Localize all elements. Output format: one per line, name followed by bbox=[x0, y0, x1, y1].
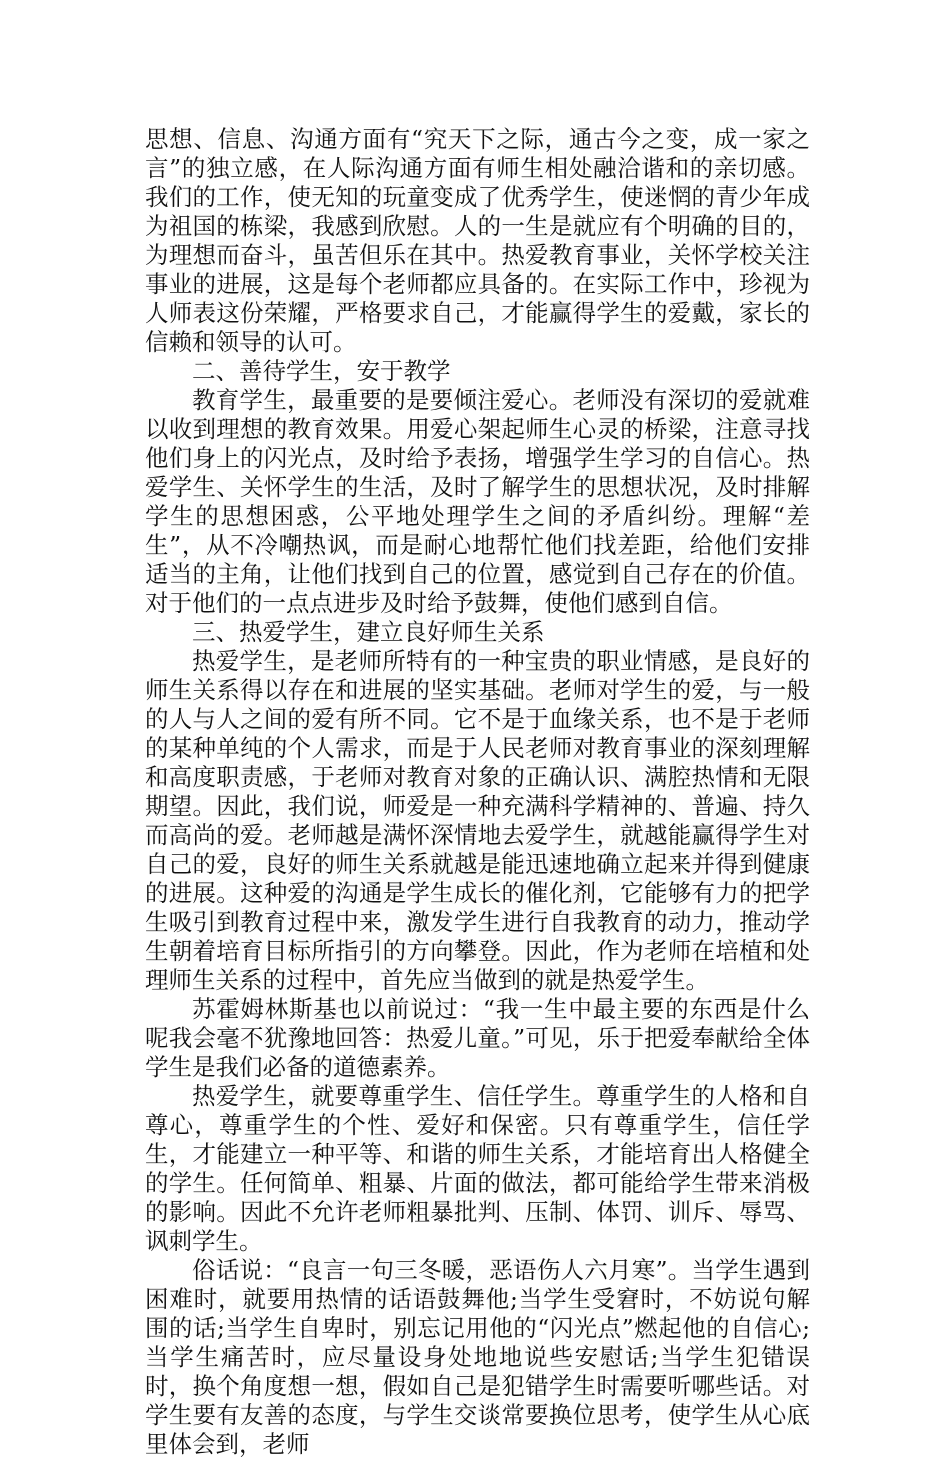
paragraph-sukhomlinsky-quote: 苏霍姆林斯基也以前说过：“我一生中最主要的东西是什么呢我会毫不犹豫地回答：热爱儿童。”可见，乐于把爱奉献给全体学生是我们必备的道德素养。 bbox=[145, 995, 810, 1081]
paragraph-love-students: 热爱学生，是老师所特有的一种宝贵的职业情感，是良好的师生关系得以存在和进展的坚实基础。老师对学生的爱，与一般的人与人之间的爱有所不同。它不是于血缘关系，也不是于老师的某种单纯的个人需求，而是于人民老师对教育事业的深刻理解和高度职责感，于老师对教育对象的正确认识、满腔热情和无限期望。因此，我们说，师爱是一种充满科学精神的、普遍、持久而高尚的爱。老师越是满怀深情地去爱学生，就越能赢得学生对自己的爱，良好的师生关系就越是能迅速地确立起来并得到健康的进展。这种爱的沟通是学生成长的催化剂，它能够有力的把学生吸引到教育过程中来，激发学生进行自我教育的动力，推动学生朝着培育目标所指引的方向攀登。因此，作为老师在培植和处理师生关系的过程中，首先应当做到的就是热爱学生。 bbox=[145, 647, 810, 994]
paragraph-continuation: 思想、信息、沟通方面有“究天下之际，通古今之变，成一家之言”的独立感，在人际沟通方面有师生相处融洽谐和的亲切感。我们的工作，使无知的玩童变成了优秀学生，使迷惘的青少年成为祖国的栋梁，我感到欣慰。人的一生是就应有个明确的目的，为理想而奋斗，虽苦但乐在其中。热爱教育事业，关怀学校关注事业的进展，这是每个老师都应具备的。在实际工作中，珍视为人师表这份荣耀，严格要求自己，才能赢得学生的爱戴，家长的信赖和领导的认可。 bbox=[145, 125, 810, 356]
document-body bbox=[145, 125, 810, 1459]
section-heading-3: 三、热爱学生，建立良好师生关系 bbox=[192, 618, 545, 646]
paragraph-respect-students: 热爱学生，就要尊重学生、信任学生。尊重学生的人格和自尊心，尊重学生的个性、爱好和保密。只有尊重学生，信任学生，才能建立一种平等、和谐的师生关系，才能培育出人格健全的学生。任何简单、粗暴、片面的做法，都可能给学生带来消极的影响。因此不允许老师粗暴批判、压制、体罚、训斥、辱骂、讽刺学生。 bbox=[145, 1082, 810, 1255]
paragraph-care-students: 教育学生，最重要的是要倾注爱心。老师没有深切的爱就难以收到理想的教育效果。用爱心架起师生心灵的桥梁，注意寻找他们身上的闪光点，及时给予表扬，增强学生学习的自信心。热爱学生、关怀学生的生活，及时了解学生的思想状况，及时排解学生的思想困惑，公平地处理学生之间的矛盾纠纷。理解“差生”，从不冷嘲热讽，而是耐心地帮忙他们找差距，给他们安排适当的主角，让他们找到自己的位置，感觉到自己存在的价值。对于他们的一点点进步及时给予鼓舞，使他们感到自信。 bbox=[145, 386, 810, 617]
section-heading-2: 二、善待学生，安于教学 bbox=[192, 357, 451, 385]
paragraph-proverb: 俗话说：“良言一句三冬暖，恶语伤人六月寒”。当学生遇到困难时，就要用热情的话语鼓舞他;当学生受窘时，不妨说句解围的话;当学生自卑时，别忘记用他的“闪光点”燃起他的自信心;当学生痛苦时，应尽量设身处地地说些安慰话;当学生犯错误时，换个角度想一想，假如自己是犯错学生时需要听哪些话。对学生要有友善的态度，与学生交谈常要换位思考，使学生从心底里体会到，老师 bbox=[145, 1256, 810, 1458]
